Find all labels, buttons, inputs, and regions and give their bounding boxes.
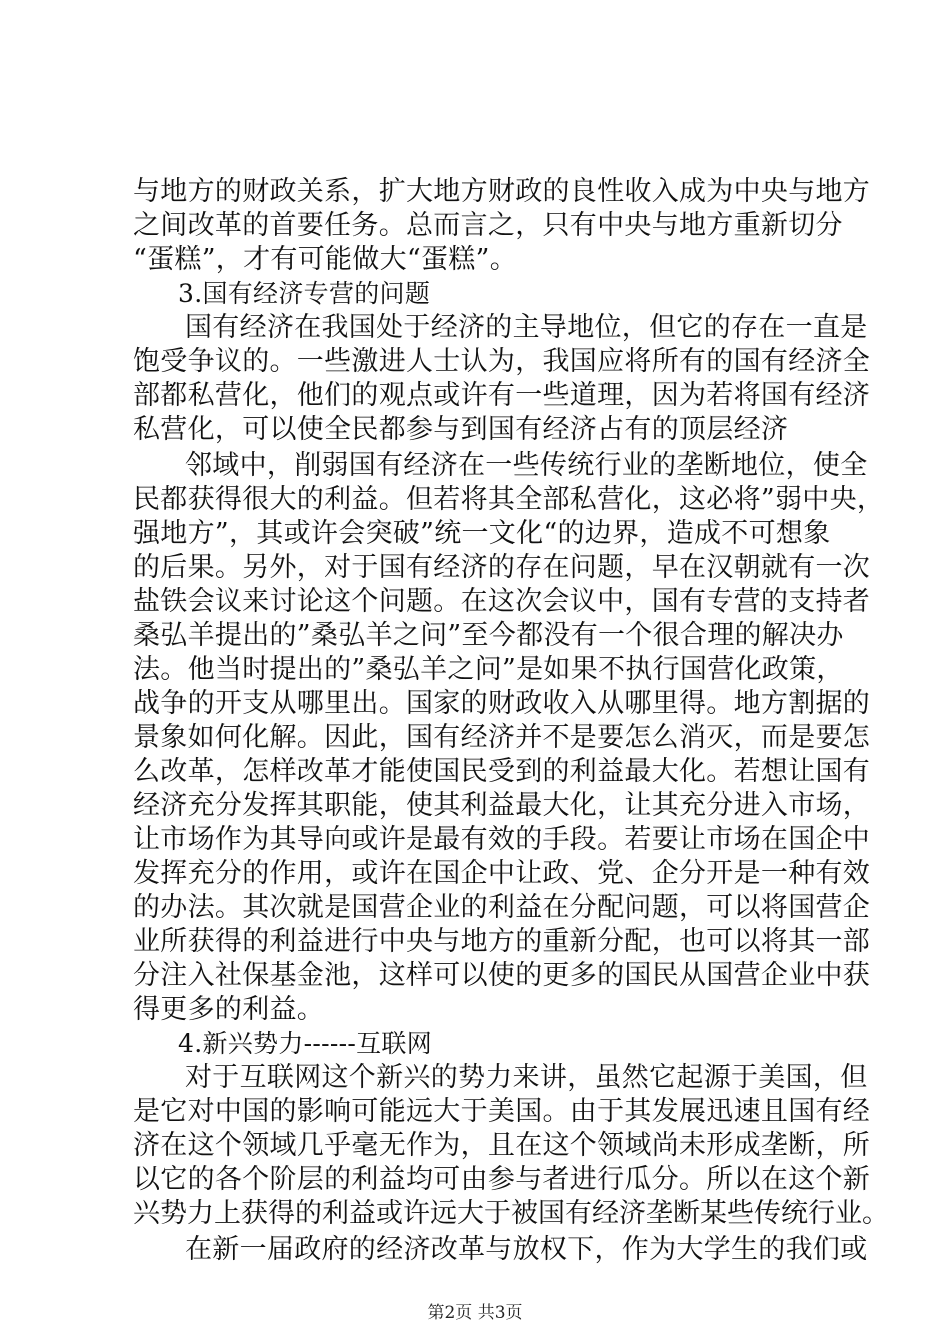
paragraph-line: 得更多的利益。 xyxy=(133,994,325,1025)
paragraph-line: “蛋糕”，才有可能做大“蛋糕”。 xyxy=(133,244,518,275)
paragraph-line: 战争的开支从哪里出。国家的财政收入从哪里得。地方割据的 xyxy=(133,688,871,719)
section-heading-3: 3.国有经济专营的问题 xyxy=(178,279,431,308)
paragraph-line: 与地方的财政关系，扩大地方财政的良性收入成为中央与地方 xyxy=(133,176,871,207)
paragraph-line: 饱受争议的。一些激进人士认为，我国应将所有的国有经济全 xyxy=(133,346,871,377)
paragraph-line: 么改革，怎样改革才能使国民受到的利益最大化。若想让国有 xyxy=(133,756,871,787)
paragraph-line: 济在这个领域几乎毫无作为，且在这个领域尚未形成垄断，所 xyxy=(133,1130,871,1161)
paragraph-line: 国有经济在我国处于经济的主导地位，但它的存在一直是 xyxy=(185,312,868,343)
paragraph-line: 是它对中国的影响可能远大于美国。由于其发展迅速且国有经 xyxy=(133,1096,871,1127)
paragraph-line: 对于互联网这个新兴的势力来讲，虽然它起源于美国，但 xyxy=(185,1062,868,1093)
paragraph-line: 以它的各个阶层的利益均可由参与者进行瓜分。所以在这个新 xyxy=(133,1164,871,1195)
page-footer: 第2页 共3页 xyxy=(427,1303,523,1323)
paragraph-line: 私营化，可以使全民都参与到国有经济占有的顶层经济 xyxy=(133,414,789,445)
paragraph-line: 的办法。其次就是国营企业的利益在分配问题，可以将国营企 xyxy=(133,892,871,923)
paragraph-line: 部都私营化，他们的观点或许有一些道理，因为若将国有经济 xyxy=(133,380,871,411)
paragraph-line: 兴势力上获得的利益或许远大于被国有经济垄断某些传统行业。 xyxy=(133,1198,889,1229)
paragraph-line: 民都获得很大的利益。但若将其全部私营化，这必将”弱中央， xyxy=(133,484,885,515)
paragraph-line: 盐铁会议来讨论这个问题。在这次会议中，国有专营的支持者 xyxy=(133,586,871,617)
paragraph-line: 发挥充分的作用，或许在国企中让政、党、企分开是一种有效 xyxy=(133,858,871,889)
paragraph-line: 分注入社保基金池，这样可以使的更多的国民从国营企业中获 xyxy=(133,960,871,991)
paragraph-line: 经济充分发挥其职能，使其利益最大化，让其充分进入市场， xyxy=(133,790,871,821)
paragraph-line: 之间改革的首要任务。总而言之，只有中央与地方重新切分 xyxy=(133,210,843,241)
paragraph-line: 业所获得的利益进行中央与地方的重新分配，也可以将其一部 xyxy=(133,926,871,957)
paragraph-line: 让市场作为其导向或许是最有效的手段。若要让市场在国企中 xyxy=(133,824,871,855)
paragraph-line: 在新一届政府的经济改革与放权下，作为大学生的我们或 xyxy=(185,1234,868,1265)
paragraph-line: 强地方”，其或许会突破”统一文化“的边界，造成不可想象 xyxy=(133,518,831,549)
paragraph-line: 桑弘羊提出的”桑弘羊之问”至今都没有一个很合理的解决办 xyxy=(133,620,844,651)
section-heading-4: 4.新兴势力------互联网 xyxy=(178,1029,433,1058)
paragraph-line: 邻域中，削弱国有经济在一些传统行业的垄断地位，使全 xyxy=(185,450,868,481)
paragraph-line: 的后果。另外，对于国有经济的存在问题，早在汉朝就有一次 xyxy=(133,552,871,583)
paragraph-line: 法。他当时提出的”桑弘羊之问”是如果不执行国营化政策， xyxy=(133,654,844,685)
paragraph-line: 景象如何化解。因此，国有经济并不是要怎么消灭，而是要怎 xyxy=(133,722,871,753)
